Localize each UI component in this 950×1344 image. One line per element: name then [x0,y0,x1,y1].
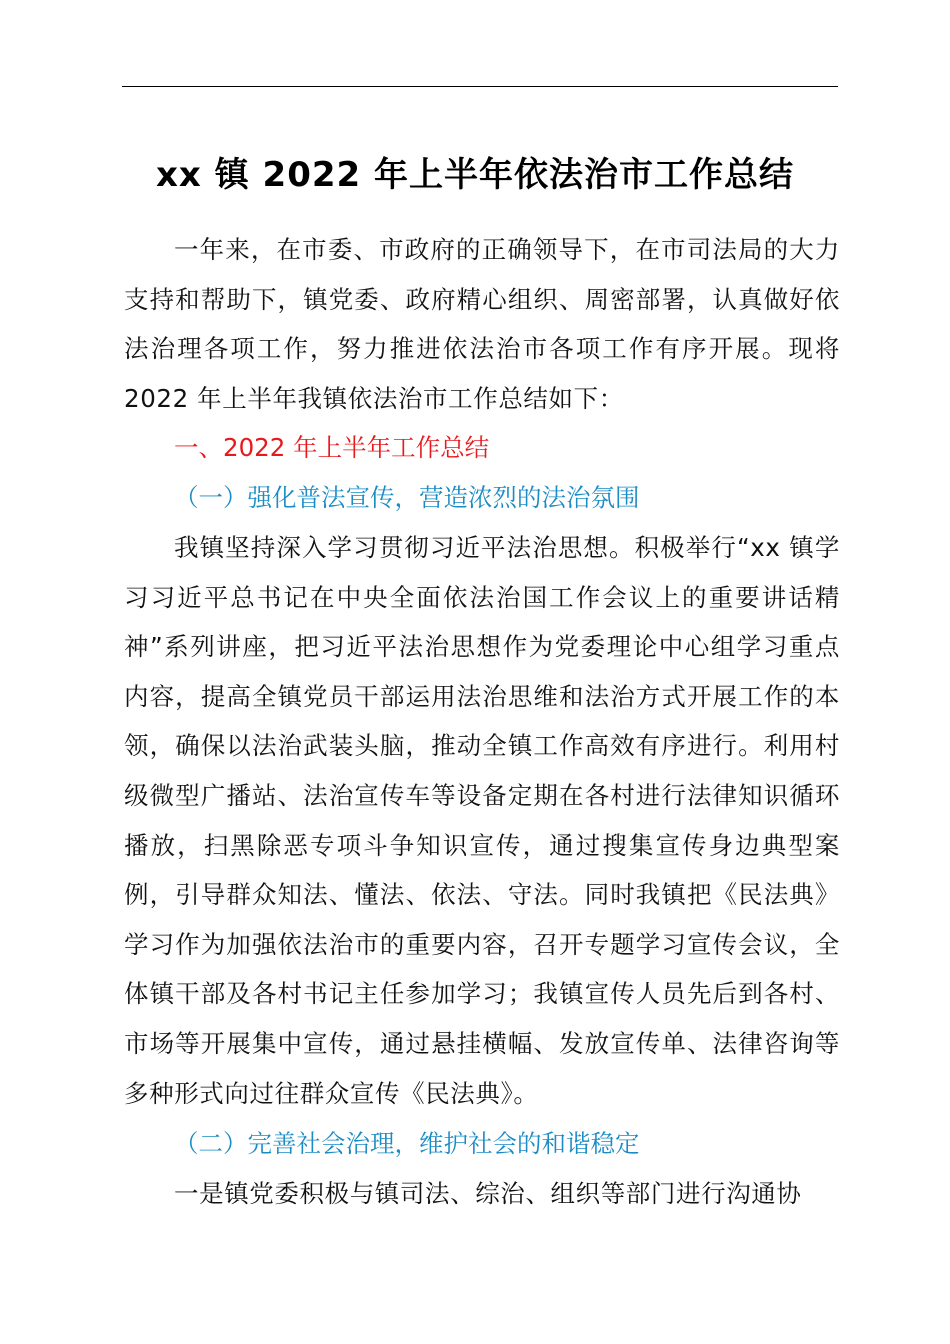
header-rule [122,86,838,87]
subsection-heading-2: （二）完善社会治理，维护社会的和谐稳定 [174,1129,640,1158]
subsection-2-paragraph: 一是镇党委积极与镇司法、综治、组织等部门进行沟通协 [174,1179,802,1208]
document-title: xx 镇 2022 年上半年依法治市工作总结 [156,155,794,195]
section-heading-1: 一、2022 年上半年工作总结 [174,433,490,462]
subsection-heading-1: （一）强化普法宣传，营造浓烈的法治氛围 [174,483,640,512]
intro-paragraph: 一年来，在市委、市政府的正确领导下，在市司法局的大力支持和帮助下，镇党委、政府精心组织、周密部署，认真做好依法治理各项工作，努力推进依法治市各项工作有序开展。现将 2022 年上半年我镇依法治市工作总结如下： [124,235,840,413]
subsection-1-paragraph: 我镇坚持深入学习贯彻习近平法治思想。积极举行“xx 镇学习习近平总书记在中央全面依法治国工作会议上的重要讲话精神”系列讲座，把习近平法治思想作为党委理论中心组学习重点内容，提高全镇党员干部运用法治思维和法治方式开展工作的本领，确保以法治武装头脑，推动全镇工作高效有序进行。利用村级微型广播站、法治宣传车等设备定期在各村进行法律知识循环播放，扫黑除恶专项斗争知识宣传，通过搜集宣传身边典型案例，引导群众知法、懂法、依法、守法。同时我镇把《民法典》学习作为加强依法治市的重要内容，召开专题学习宣传会议，全体镇干部及各村书记主任参加学习；我镇宣传人员先后到各村、市场等开展集中宣传，通过悬挂横幅、发放宣传单、法律咨询等多种形式向过往群众宣传《民法典》。 [124,533,840,1108]
